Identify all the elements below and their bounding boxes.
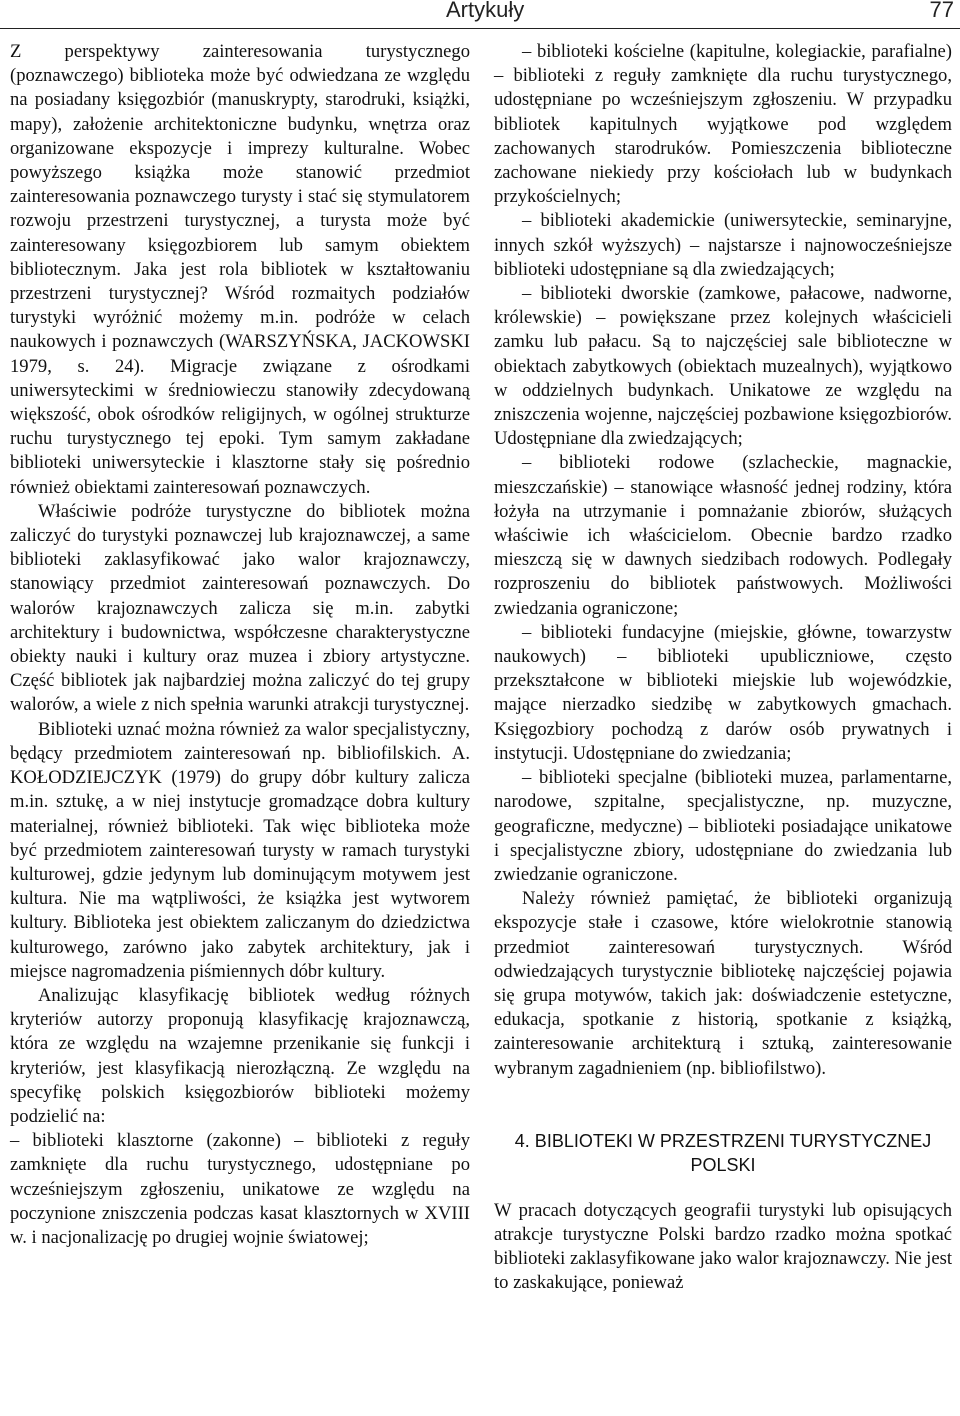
paragraph: Należy również pamiętać, że biblioteki organizują ekspozycje stałe i czasowe, które wielokrotnie stanowią przedmiot zainteresowań turystycznych. Wśród odwiedzających turystycznie bibliotekę najczęściej pojawia się grupa motywów, takich jak: doświadczenie estetyczne, edukacja, spotkanie z historią, spotkanie z książką, zainteresowanie architekturą i sztuką, zainteresowanie wybranym zagadnieniem (np. bibliofilstwo). — [494, 888, 952, 1079]
running-title: Artykuły — [446, 0, 525, 22]
page-number: 77 — [929, 0, 954, 22]
paragraph: Analizując klasyfikację bibliotek według różnych kryteriów autorzy proponują klasyfikację krajoznawczą, która ze względu na wzajemne przenikanie się funkcji i kryteriów, jest klasyfikacją nierozłączną. Ze względu na specyfikę polskich księgozbiorów biblioteki możemy podzielić na: — [10, 984, 470, 1127]
running-header — [0, 0, 960, 29]
list-item: – biblioteki kościelne (kapitulne, kolegiackie, parafialne) – biblioteki z reguły zamknięte dla ruchu turystycznego, udostępniane po wcześniejszym zgłoszeniu. W przypadku bibliotek kapitulnych wyjątkowe pod względem zachowanych starodruków. Pomieszczenia biblioteczne zachowane niekiedy przy kościołach lub w budynkach przykościelnych; — [494, 41, 952, 208]
list-item: – biblioteki fundacyjne (miejskie, główne, towarzystw naukowych) – biblioteki upubliczniowe, często przekształcone w biblioteki miejskie lub wojewódzkie, mające nierzadko siedzibę w zabytkowych gmachach. Księgozbiory pochodzą z darów osób prywatnych i instytucji. Udostępniane do zwiedzania; — [494, 621, 952, 764]
paragraph: W pracach dotyczących geografii turystyki lub opisujących atrakcje turystyczne Polski bardzo rzadko można spotkać biblioteki zaklasyfikowane jako walor krajoznawczy. Nie jest to zaskakujące, ponieważ — [494, 1199, 952, 1294]
list-item: – biblioteki akademickie (uniwersyteckie, seminaryjne, innych szkół wyższych) – najstarsze i najnowocześniejsze biblioteki udostępniane są dla zwiedzających; — [494, 210, 952, 280]
right-column — [494, 40, 952, 1296]
paragraph: Biblioteki uznać można również za walor specjalistyczny, będący przedmiotem zainteresowań np. bibliofilskich. A. KOŁODZIEJCZYK (1979) do grupy dóbr kultury zalicza m.in. sztukę, a w niej instytucje gromadzące dobra kultury materialnej, również biblioteki. Tak więc biblioteka może być przedmiotem zainteresowań turysty w ramach turystyki kulturowej, gdzie jedynym lub dominującym motywem jest kultura. Nie ma wątpliwości, że książka jest wytworem kultury. Biblioteka jest obiektem zaliczanym do dziedzictwa kulturowego, zarówno jako zabytek architektury, jak i miejsce nagromadzenia piśmiennych dóbr kultury. — [10, 718, 470, 982]
list-item: – biblioteki dworskie (zamkowe, pałacowe, nadworne, królewskie) – powiększane przez kolejnych właścicieli zamku lub pałacu. Są to najczęściej sale biblioteczne w obiektach zabytkowych (obiektach muzealnych), wyjątkowo w oddzielnych budynkach. Unikatowe ze względu na zniszczenia wojenne, najczęściej pozbawione księgozbiorów. Udostępniane dla zwiedzających; — [494, 283, 952, 450]
list-item: – biblioteki klasztorne (zakonne) – biblioteki z reguły zamknięte dla ruchu turystycznego, udostępniane po wcześniejszym zgłoszeniu, unikatowe ze względu na poczynione zniszczenia podczas kasat klasztornych w XVIII w. i nacjonalizację po drugiej wojnie światowej; — [10, 1130, 470, 1248]
paragraph: Z perspektywy zainteresowania turystycznego (poznawczego) biblioteka może być odwiedzana ze względu na posiadany księgozbiór (manuskrypty, starodruki, książki, mapy), założenie architektoniczne budynku, wnętrza oraz organizowane ekspozycje i imprezy kulturalne. Wobec powyższego książka może stanowić przedmiot zainteresowania poznawczego turysty i stać się stymulatorem rozwoju przestrzeni turystycznej, a turysta może być zainteresowany księgozbiorem lub samym obiektem bibliotecznym. Jaka jest rola bibliotek w kształtowaniu przestrzeni turystycznej? Wśród rozmaitych podziałów turystyki wyróżnić możemy m.in. podróże w celach naukowych i poznawczych (WARSZYŃSKA, JACKOWSKI 1979, s. 24). Migracje związane z ośrodkami uniwersyteckimi w średniowieczu stanowiły zdecydowaną większość, obok ośrodków religijnych, w ogólnej strukturze ruchu turystycznego tej epoki. Tym samym zakładane biblioteki uniwersyteckie i klasztorne stały się pośrednio również obiektami zainteresowań poznawczych. — [10, 41, 470, 498]
section-heading: 4. BIBLIOTEKI W PRZESTRZENI TURYSTYCZNEJ POLSKI — [514, 1130, 932, 1175]
list-item: – biblioteki specjalne (biblioteki muzea, parlamentarne, narodowe, szpitalne, specjalistyczne, np. muzyczne, geograficzne, medyczne) – biblioteki posiadające unikatowe i specjalistyczne zbiory, udostępniane do zwiedzania lub zwiedzanie ograniczone. — [494, 767, 952, 885]
list-item: – biblioteki rodowe (szlacheckie, magnackie, mieszczańskie) – stanowiące własność jednej rodziny, która łożyła na utrzymanie i pomnażanie zbiorów, służących właściwie ich właścicielom. Obecnie bardzo rzadko mieszczą się w dawnych siedzibach rodowych. Podlegały rozproszeniu do bibliotek państwowych. Możliwości zwiedzania ograniczone; — [494, 452, 952, 619]
paragraph: Właściwie podróże turystyczne do bibliotek można zaliczyć do turystyki poznawczej lub krajoznawczej, a same biblioteki zaklasyfikować jako walor krajoznawczy, stanowiący przedmiot zainteresowań poznawczych. Do walorów krajoznawczych zalicza się m.in. zabytki architektury i budownictwa, współczesne charakterystyczne obiekty nauki i kultury oraz muzea i zbiory artystyczne. Część bibliotek jak najbardziej można zaliczyć do tej grupy walorów, a wiele z nich spełnia warunki atrakcji turystycznej. — [10, 500, 470, 716]
left-column — [10, 40, 470, 1250]
